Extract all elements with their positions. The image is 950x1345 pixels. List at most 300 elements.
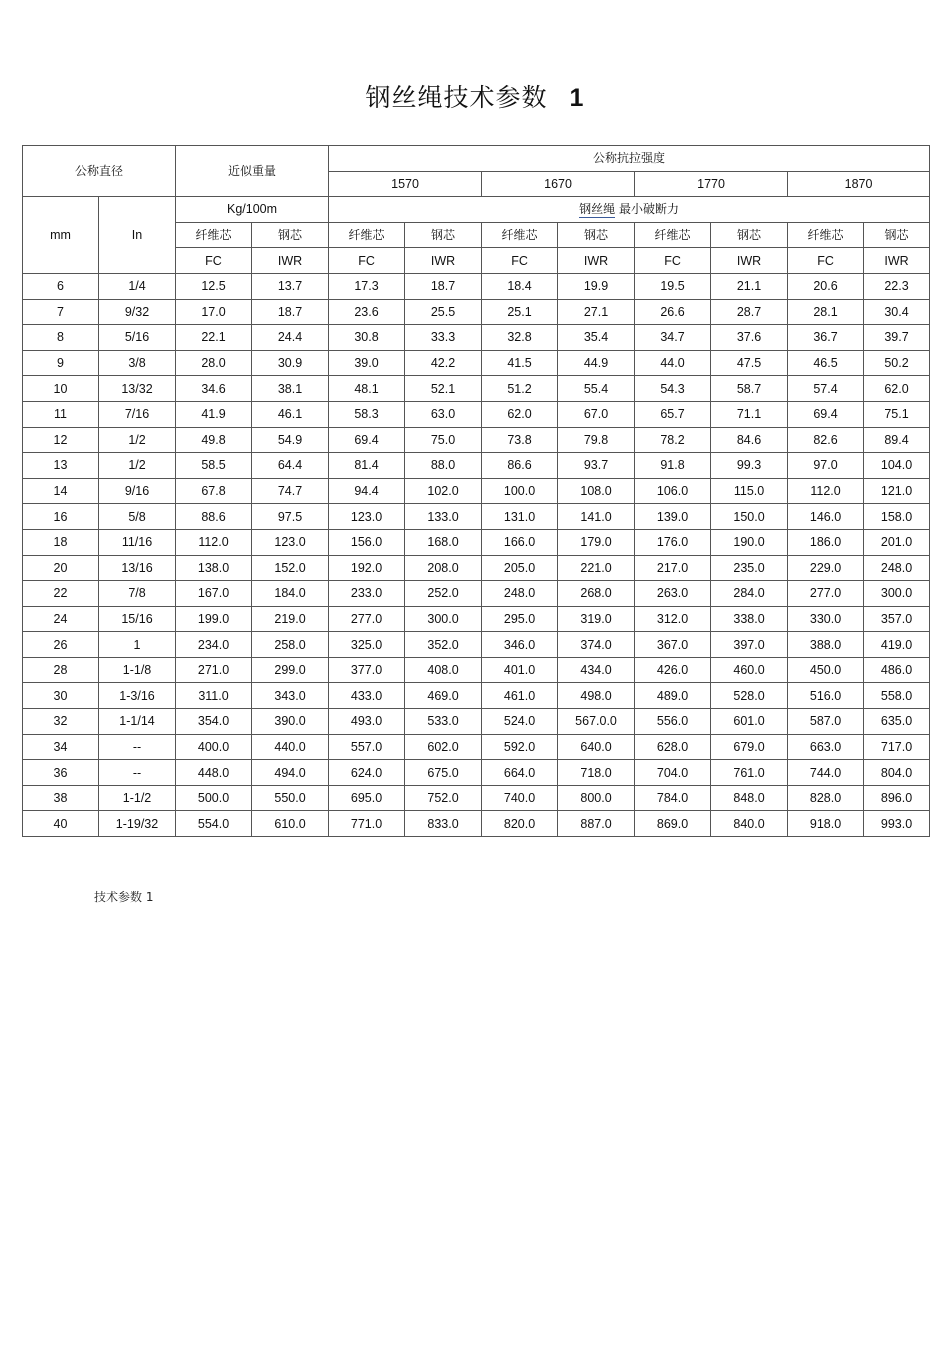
table-cell: 263.0 xyxy=(635,581,711,607)
table-cell: 833.0 xyxy=(405,811,482,837)
fc-cn-label: 纤维芯 xyxy=(482,222,558,248)
table-cell: 401.0 xyxy=(482,657,558,683)
table-cell: 500.0 xyxy=(176,785,252,811)
table-cell: 21.1 xyxy=(711,273,788,299)
iwr-label: IWR xyxy=(252,248,329,274)
table-cell: 434.0 xyxy=(558,657,635,683)
table-row xyxy=(23,581,930,607)
grade-1870: 1870 xyxy=(788,171,930,197)
table-cell: 26 xyxy=(23,632,99,658)
table-cell: 663.0 xyxy=(788,734,864,760)
spec-table xyxy=(22,145,930,837)
table-cell: 284.0 xyxy=(711,581,788,607)
table-cell: 524.0 xyxy=(482,709,558,735)
table-cell: 75.1 xyxy=(864,401,930,427)
fc-label: FC xyxy=(482,248,558,274)
table-cell: 896.0 xyxy=(864,785,930,811)
table-cell: 6 xyxy=(23,273,99,299)
table-cell: 46.5 xyxy=(788,350,864,376)
table-cell: 179.0 xyxy=(558,529,635,555)
table-cell: 18.4 xyxy=(482,273,558,299)
table-cell: 248.0 xyxy=(864,555,930,581)
table-cell: 38 xyxy=(23,785,99,811)
table-cell: 601.0 xyxy=(711,709,788,735)
table-cell: 460.0 xyxy=(711,657,788,683)
iwr-label: IWR xyxy=(864,248,930,274)
table-cell: 771.0 xyxy=(329,811,405,837)
table-cell: 44.9 xyxy=(558,350,635,376)
table-cell: 840.0 xyxy=(711,811,788,837)
table-cell: 419.0 xyxy=(864,632,930,658)
table-cell: 168.0 xyxy=(405,529,482,555)
table-cell: 704.0 xyxy=(635,760,711,786)
table-cell: 208.0 xyxy=(405,555,482,581)
table-cell: 557.0 xyxy=(329,734,405,760)
table-cell: 78.2 xyxy=(635,427,711,453)
table-cell: 550.0 xyxy=(252,785,329,811)
table-cell: 486.0 xyxy=(864,657,930,683)
table-cell: 217.0 xyxy=(635,555,711,581)
table-cell: 533.0 xyxy=(405,709,482,735)
table-cell: 32.8 xyxy=(482,325,558,351)
table-cell: 7/16 xyxy=(99,401,176,427)
table-cell: 1-3/16 xyxy=(99,683,176,709)
table-row xyxy=(23,478,930,504)
table-cell: 20.6 xyxy=(788,273,864,299)
table-cell: 628.0 xyxy=(635,734,711,760)
table-cell: 234.0 xyxy=(176,632,252,658)
iwr-cn-label: 钢芯 xyxy=(405,222,482,248)
table-cell: 343.0 xyxy=(252,683,329,709)
table-cell: 30.8 xyxy=(329,325,405,351)
table-cell: 374.0 xyxy=(558,632,635,658)
table-cell: 97.5 xyxy=(252,504,329,530)
table-cell: 752.0 xyxy=(405,785,482,811)
mm-header: mm xyxy=(23,197,99,274)
table-cell: 199.0 xyxy=(176,606,252,632)
table-cell: 37.6 xyxy=(711,325,788,351)
table-cell: 25.5 xyxy=(405,299,482,325)
table-cell: 54.9 xyxy=(252,427,329,453)
table-cell: 635.0 xyxy=(864,709,930,735)
table-row xyxy=(23,350,930,376)
table-row xyxy=(23,555,930,581)
table-cell: 5/8 xyxy=(99,504,176,530)
table-cell: 20 xyxy=(23,555,99,581)
table-cell: 35.4 xyxy=(558,325,635,351)
table-cell: 58.7 xyxy=(711,376,788,402)
table-row xyxy=(23,299,930,325)
table-cell: 675.0 xyxy=(405,760,482,786)
table-cell: 71.1 xyxy=(711,401,788,427)
table-row xyxy=(23,376,930,402)
table-cell: 121.0 xyxy=(864,478,930,504)
table-cell: 9 xyxy=(23,350,99,376)
table-row xyxy=(23,427,930,453)
table-cell: 11 xyxy=(23,401,99,427)
table-cell: 592.0 xyxy=(482,734,558,760)
table-cell: 41.5 xyxy=(482,350,558,376)
inch-header: In xyxy=(99,197,176,274)
table-cell: 69.4 xyxy=(329,427,405,453)
table-cell: 602.0 xyxy=(405,734,482,760)
table-row xyxy=(23,504,930,530)
table-cell: 494.0 xyxy=(252,760,329,786)
table-cell: 50.2 xyxy=(864,350,930,376)
iwr-cn-label: 钢芯 xyxy=(711,222,788,248)
page-title xyxy=(0,78,950,114)
table-cell: 73.8 xyxy=(482,427,558,453)
table-cell: 828.0 xyxy=(788,785,864,811)
iwr-label: IWR xyxy=(558,248,635,274)
table-cell: 201.0 xyxy=(864,529,930,555)
table-cell: 450.0 xyxy=(788,657,864,683)
table-cell: 28.0 xyxy=(176,350,252,376)
table-row xyxy=(23,760,930,786)
fc-cn-label: 纤维芯 xyxy=(176,222,252,248)
table-cell: 312.0 xyxy=(635,606,711,632)
table-cell: 18.7 xyxy=(405,273,482,299)
fc-label: FC xyxy=(788,248,864,274)
table-cell: 176.0 xyxy=(635,529,711,555)
table-cell: 3/8 xyxy=(99,350,176,376)
table-cell: 104.0 xyxy=(864,453,930,479)
table-cell: 158.0 xyxy=(864,504,930,530)
table-cell: 784.0 xyxy=(635,785,711,811)
table-cell: 346.0 xyxy=(482,632,558,658)
table-row xyxy=(23,632,930,658)
table-cell: 48.1 xyxy=(329,376,405,402)
table-cell: 12 xyxy=(23,427,99,453)
table-cell: 277.0 xyxy=(329,606,405,632)
table-cell: 800.0 xyxy=(558,785,635,811)
table-cell: 24 xyxy=(23,606,99,632)
tensile-strength-header: 公称抗拉强度 xyxy=(329,146,930,172)
table-cell: 22.3 xyxy=(864,273,930,299)
table-cell: 112.0 xyxy=(788,478,864,504)
table-cell: 258.0 xyxy=(252,632,329,658)
table-cell: 744.0 xyxy=(788,760,864,786)
table-cell: 233.0 xyxy=(329,581,405,607)
table-cell: 300.0 xyxy=(864,581,930,607)
table-cell: 338.0 xyxy=(711,606,788,632)
table-cell: 268.0 xyxy=(558,581,635,607)
table-cell: 330.0 xyxy=(788,606,864,632)
table-cell: 65.7 xyxy=(635,401,711,427)
table-cell: 397.0 xyxy=(711,632,788,658)
table-cell: 993.0 xyxy=(864,811,930,837)
table-cell: 192.0 xyxy=(329,555,405,581)
table-cell: 22.1 xyxy=(176,325,252,351)
table-cell: 205.0 xyxy=(482,555,558,581)
table-cell: 34.6 xyxy=(176,376,252,402)
table-cell: 300.0 xyxy=(405,606,482,632)
table-cell: 12.5 xyxy=(176,273,252,299)
table-cell: 99.3 xyxy=(711,453,788,479)
table-cell: 352.0 xyxy=(405,632,482,658)
table-cell: 848.0 xyxy=(711,785,788,811)
table-cell: 11/16 xyxy=(99,529,176,555)
table-cell: 13.7 xyxy=(252,273,329,299)
table-cell: 18 xyxy=(23,529,99,555)
table-cell: 433.0 xyxy=(329,683,405,709)
table-cell: 23.6 xyxy=(329,299,405,325)
table-cell: 152.0 xyxy=(252,555,329,581)
table-cell: 426.0 xyxy=(635,657,711,683)
table-cell: 918.0 xyxy=(788,811,864,837)
grade-1570: 1570 xyxy=(329,171,482,197)
table-cell: 186.0 xyxy=(788,529,864,555)
table-cell: 554.0 xyxy=(176,811,252,837)
table-cell: 123.0 xyxy=(329,504,405,530)
table-row xyxy=(23,273,930,299)
table-cell: 190.0 xyxy=(711,529,788,555)
table-cell: 299.0 xyxy=(252,657,329,683)
breaking-force-header xyxy=(329,197,930,223)
table-cell: 248.0 xyxy=(482,581,558,607)
table-row xyxy=(23,453,930,479)
table-cell: 51.2 xyxy=(482,376,558,402)
table-row xyxy=(23,734,930,760)
table-cell: 17.0 xyxy=(176,299,252,325)
grade-1770: 1770 xyxy=(635,171,788,197)
table-cell: 221.0 xyxy=(558,555,635,581)
table-cell: 9/16 xyxy=(99,478,176,504)
table-cell: 146.0 xyxy=(788,504,864,530)
table-cell: 112.0 xyxy=(176,529,252,555)
table-cell: 277.0 xyxy=(788,581,864,607)
table-cell: 869.0 xyxy=(635,811,711,837)
table-cell: 1 xyxy=(99,632,176,658)
table-cell: 41.9 xyxy=(176,401,252,427)
table-cell: 34.7 xyxy=(635,325,711,351)
table-cell: 664.0 xyxy=(482,760,558,786)
iwr-label: IWR xyxy=(405,248,482,274)
table-cell: 13/16 xyxy=(99,555,176,581)
fc-cn-label: 纤维芯 xyxy=(329,222,405,248)
table-cell: 610.0 xyxy=(252,811,329,837)
table-cell: 7 xyxy=(23,299,99,325)
table-cell: 311.0 xyxy=(176,683,252,709)
table-cell: 100.0 xyxy=(482,478,558,504)
table-cell: 97.0 xyxy=(788,453,864,479)
table-cell: 489.0 xyxy=(635,683,711,709)
iwr-label: IWR xyxy=(711,248,788,274)
breaking-force-label-b: 最小破断力 xyxy=(618,202,679,217)
table-cell: 46.1 xyxy=(252,401,329,427)
table-cell: 108.0 xyxy=(558,478,635,504)
fc-label: FC xyxy=(176,248,252,274)
table-cell: 22 xyxy=(23,581,99,607)
table-cell: 139.0 xyxy=(635,504,711,530)
approx-weight-header: 近似重量 xyxy=(176,146,329,197)
table-cell: 400.0 xyxy=(176,734,252,760)
table-cell: 17.3 xyxy=(329,273,405,299)
fc-cn-label: 纤维芯 xyxy=(635,222,711,248)
table-cell: 1-1/8 xyxy=(99,657,176,683)
title-number: 1 xyxy=(569,84,585,112)
table-cell: 36.7 xyxy=(788,325,864,351)
table-cell: 28.1 xyxy=(788,299,864,325)
table-cell: 516.0 xyxy=(788,683,864,709)
table-cell: 1/2 xyxy=(99,453,176,479)
table-cell: 27.1 xyxy=(558,299,635,325)
table-cell: 440.0 xyxy=(252,734,329,760)
table-cell: 528.0 xyxy=(711,683,788,709)
table-row xyxy=(23,401,930,427)
table-cell: 367.0 xyxy=(635,632,711,658)
header-row-3 xyxy=(23,197,930,223)
table-cell: 123.0 xyxy=(252,529,329,555)
header-row-1 xyxy=(23,146,930,172)
table-cell: 10 xyxy=(23,376,99,402)
table-cell: 469.0 xyxy=(405,683,482,709)
table-cell: 52.1 xyxy=(405,376,482,402)
table-cell: 461.0 xyxy=(482,683,558,709)
table-cell: 1-1/14 xyxy=(99,709,176,735)
table-cell: 62.0 xyxy=(482,401,558,427)
table-cell: 377.0 xyxy=(329,657,405,683)
table-cell: 28 xyxy=(23,657,99,683)
title-text: 钢丝绳技术参数 xyxy=(365,83,548,112)
table-cell: 13 xyxy=(23,453,99,479)
table-cell: 115.0 xyxy=(711,478,788,504)
table-cell: 19.9 xyxy=(558,273,635,299)
table-cell: 88.6 xyxy=(176,504,252,530)
table-cell: 7/8 xyxy=(99,581,176,607)
table-cell: 84.6 xyxy=(711,427,788,453)
iwr-cn-label: 钢芯 xyxy=(252,222,329,248)
table-cell: 47.5 xyxy=(711,350,788,376)
table-cell: 138.0 xyxy=(176,555,252,581)
table-row xyxy=(23,811,930,837)
table-cell: 184.0 xyxy=(252,581,329,607)
table-cell: 57.4 xyxy=(788,376,864,402)
table-cell: 1/2 xyxy=(99,427,176,453)
fc-cn-label: 纤维芯 xyxy=(788,222,864,248)
table-cell: 679.0 xyxy=(711,734,788,760)
table-cell: 448.0 xyxy=(176,760,252,786)
table-row xyxy=(23,785,930,811)
table-cell: 624.0 xyxy=(329,760,405,786)
table-cell: 40 xyxy=(23,811,99,837)
table-cell: 34 xyxy=(23,734,99,760)
table-cell: 15/16 xyxy=(99,606,176,632)
table-cell: 252.0 xyxy=(405,581,482,607)
table-cell: 357.0 xyxy=(864,606,930,632)
table-cell: 39.0 xyxy=(329,350,405,376)
table-cell: 67.8 xyxy=(176,478,252,504)
table-cell: 54.3 xyxy=(635,376,711,402)
table-cell: 55.4 xyxy=(558,376,635,402)
table-cell: 16 xyxy=(23,504,99,530)
table-cell: 67.0 xyxy=(558,401,635,427)
table-cell: 587.0 xyxy=(788,709,864,735)
table-cell: 18.7 xyxy=(252,299,329,325)
table-cell: 219.0 xyxy=(252,606,329,632)
table-cell: 1/4 xyxy=(99,273,176,299)
table-row xyxy=(23,709,930,735)
table-cell: 133.0 xyxy=(405,504,482,530)
table-row xyxy=(23,529,930,555)
iwr-cn-label: 钢芯 xyxy=(558,222,635,248)
table-cell: 93.7 xyxy=(558,453,635,479)
table-row xyxy=(23,325,930,351)
fc-label: FC xyxy=(635,248,711,274)
table-cell: 82.6 xyxy=(788,427,864,453)
table-cell: 150.0 xyxy=(711,504,788,530)
table-cell: 86.6 xyxy=(482,453,558,479)
table-cell: 39.7 xyxy=(864,325,930,351)
table-cell: 640.0 xyxy=(558,734,635,760)
table-cell: 94.4 xyxy=(329,478,405,504)
table-cell: 58.5 xyxy=(176,453,252,479)
table-cell: 58.3 xyxy=(329,401,405,427)
table-cell: 14 xyxy=(23,478,99,504)
table-cell: 30 xyxy=(23,683,99,709)
table-cell: -- xyxy=(99,760,176,786)
table-cell: 761.0 xyxy=(711,760,788,786)
table-cell: 88.0 xyxy=(405,453,482,479)
table-cell: 390.0 xyxy=(252,709,329,735)
table-cell: 141.0 xyxy=(558,504,635,530)
table-cell: 556.0 xyxy=(635,709,711,735)
table-cell: 81.4 xyxy=(329,453,405,479)
table-cell: 30.4 xyxy=(864,299,930,325)
table-cell: 166.0 xyxy=(482,529,558,555)
table-cell: 69.4 xyxy=(788,401,864,427)
table-cell: 695.0 xyxy=(329,785,405,811)
fc-label: FC xyxy=(329,248,405,274)
table-cell: 79.8 xyxy=(558,427,635,453)
table-cell: 44.0 xyxy=(635,350,711,376)
table-cell: 388.0 xyxy=(788,632,864,658)
spec-table-body xyxy=(23,146,930,837)
table-cell: 408.0 xyxy=(405,657,482,683)
table-cell: 89.4 xyxy=(864,427,930,453)
table-cell: 24.4 xyxy=(252,325,329,351)
nominal-diameter-header: 公称直径 xyxy=(23,146,176,197)
table-cell: 28.7 xyxy=(711,299,788,325)
table-cell: 295.0 xyxy=(482,606,558,632)
table-cell: 167.0 xyxy=(176,581,252,607)
table-cell: 38.1 xyxy=(252,376,329,402)
table-cell: 718.0 xyxy=(558,760,635,786)
table-cell: 91.8 xyxy=(635,453,711,479)
table-cell: 32 xyxy=(23,709,99,735)
table-cell: 102.0 xyxy=(405,478,482,504)
table-cell: 42.2 xyxy=(405,350,482,376)
table-cell: 64.4 xyxy=(252,453,329,479)
table-cell: 740.0 xyxy=(482,785,558,811)
table-cell: 5/16 xyxy=(99,325,176,351)
table-cell: 49.8 xyxy=(176,427,252,453)
table-cell: 235.0 xyxy=(711,555,788,581)
table-cell: 567.0.0 xyxy=(558,709,635,735)
table-cell: 33.3 xyxy=(405,325,482,351)
table-cell: 325.0 xyxy=(329,632,405,658)
table-cell: 63.0 xyxy=(405,401,482,427)
weight-unit-header: Kg/100m xyxy=(176,197,329,223)
table-cell: 887.0 xyxy=(558,811,635,837)
table-cell: 558.0 xyxy=(864,683,930,709)
table-row xyxy=(23,683,930,709)
table-cell: 8 xyxy=(23,325,99,351)
table-cell: 26.6 xyxy=(635,299,711,325)
table-cell: 13/32 xyxy=(99,376,176,402)
table-row xyxy=(23,657,930,683)
footnote: 技术参数 1 xyxy=(94,890,154,904)
